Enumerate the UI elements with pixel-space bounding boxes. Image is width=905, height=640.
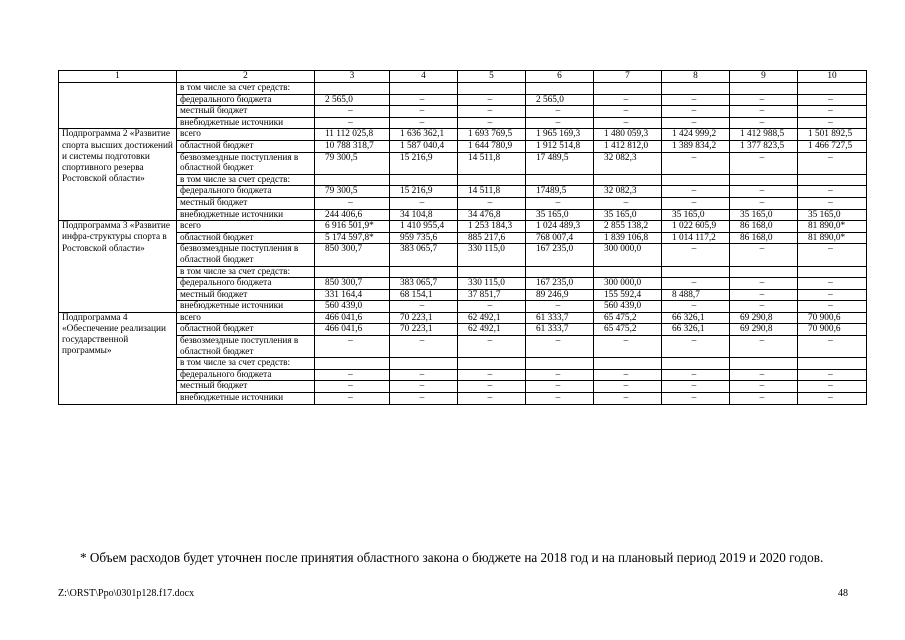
amount-cell: – [798, 117, 867, 129]
amount-cell: 70 223,1 [390, 324, 458, 336]
amount-cell: 32 082,3 [594, 152, 662, 174]
amount-cell: – [594, 381, 662, 393]
table-row [59, 209, 867, 221]
amount-cell: – [798, 369, 867, 381]
amount-cell [594, 266, 662, 278]
amount-cell: – [390, 94, 458, 106]
funding-source-label: местный бюджет [177, 197, 315, 209]
amount-cell: – [662, 106, 730, 118]
amount-cell: – [730, 94, 798, 106]
page-number: 48 [838, 588, 848, 599]
table-row [59, 336, 867, 358]
header-row [59, 71, 867, 83]
funding-source-label: внебюджетные источники [177, 301, 315, 313]
funding-source-label: безвозмездные поступления в областной бюджет [177, 152, 315, 174]
subprogram-name: Подпрограмма 3 «Развитие инфра-структуры спорта в Ростовской области» [59, 221, 177, 313]
amount-cell: 1 424 999,2 [662, 129, 730, 141]
funding-source-label: в том числе за счет средств: [177, 358, 315, 370]
amount-cell [458, 266, 526, 278]
amount-cell [662, 83, 730, 95]
amount-cell: – [594, 393, 662, 405]
amount-cell: 35 165,0 [594, 209, 662, 221]
amount-cell: – [526, 393, 594, 405]
amount-cell: 850 300,7 [315, 278, 390, 290]
amount-cell: – [798, 393, 867, 405]
amount-cell: 81 890,0* [798, 221, 867, 233]
amount-cell: 62 492,1 [458, 324, 526, 336]
amount-cell: 768 007,4 [526, 232, 594, 244]
amount-cell [662, 174, 730, 186]
amount-cell: 1 644 780,9 [458, 140, 526, 152]
funding-source-label: местный бюджет [177, 381, 315, 393]
amount-cell: – [730, 106, 798, 118]
amount-cell: – [526, 301, 594, 313]
amount-cell: – [390, 369, 458, 381]
column-header: 6 [526, 71, 594, 83]
amount-cell: – [315, 381, 390, 393]
amount-cell: – [315, 369, 390, 381]
table-row [59, 381, 867, 393]
amount-cell: – [730, 117, 798, 129]
amount-cell [798, 358, 867, 370]
amount-cell: – [315, 106, 390, 118]
amount-cell [315, 83, 390, 95]
amount-cell [662, 266, 730, 278]
amount-cell: 66 326,1 [662, 324, 730, 336]
amount-cell: – [315, 197, 390, 209]
amount-cell: – [662, 381, 730, 393]
amount-cell: 5 174 597,8* [315, 232, 390, 244]
amount-cell [458, 174, 526, 186]
amount-cell: – [662, 369, 730, 381]
amount-cell: 6 916 501,9* [315, 221, 390, 233]
funding-source-label: в том числе за счет средств: [177, 266, 315, 278]
funding-source-label: местный бюджет [177, 106, 315, 118]
amount-cell: – [798, 197, 867, 209]
table-row [59, 289, 867, 301]
amount-cell: 1 480 059,3 [594, 129, 662, 141]
column-header: 9 [730, 71, 798, 83]
funding-source-label: в том числе за счет средств: [177, 174, 315, 186]
amount-cell: 61 333,7 [526, 312, 594, 324]
column-header: 7 [594, 71, 662, 83]
amount-cell: – [798, 301, 867, 313]
amount-cell: 850 300,7 [315, 244, 390, 266]
amount-cell: 65 475,2 [594, 324, 662, 336]
amount-cell: 17489,5 [526, 186, 594, 198]
amount-cell: 17 489,5 [526, 152, 594, 174]
amount-cell: 1 024 489,3 [526, 221, 594, 233]
amount-cell: – [390, 117, 458, 129]
table-row [59, 186, 867, 198]
amount-cell: – [662, 94, 730, 106]
amount-cell: – [526, 336, 594, 358]
funding-source-label: внебюджетные источники [177, 209, 315, 221]
amount-cell: – [662, 393, 730, 405]
amount-cell: 11 112 025,8 [315, 129, 390, 141]
funding-source-label: безвозмездные поступления в областной бюджет [177, 336, 315, 358]
amount-cell [526, 174, 594, 186]
funding-source-label: областной бюджет [177, 324, 315, 336]
amount-cell: 35 165,0 [730, 209, 798, 221]
amount-cell: – [730, 152, 798, 174]
amount-cell: 167 235,0 [526, 278, 594, 290]
funding-source-label: в том числе за счет средств: [177, 83, 315, 95]
subprogram-name: Подпрограмма 4 «Обеспечение реализации государственной программы» [59, 312, 177, 404]
funding-source-label: всего [177, 312, 315, 324]
amount-cell: 560 439,0 [594, 301, 662, 313]
table-row [59, 393, 867, 405]
amount-cell: – [798, 94, 867, 106]
amount-cell: – [458, 336, 526, 358]
amount-cell: 10 788 318,7 [315, 140, 390, 152]
amount-cell: 330 115,0 [458, 244, 526, 266]
amount-cell: – [594, 197, 662, 209]
amount-cell [526, 358, 594, 370]
amount-cell: 244 406,6 [315, 209, 390, 221]
amount-cell: 1 912 514,8 [526, 140, 594, 152]
amount-cell: 155 592,4 [594, 289, 662, 301]
amount-cell: 2 565,0 [315, 94, 390, 106]
amount-cell: – [730, 278, 798, 290]
amount-cell: – [798, 106, 867, 118]
amount-cell: 167 235,0 [526, 244, 594, 266]
amount-cell: 1 693 769,5 [458, 129, 526, 141]
amount-cell: 14 511,8 [458, 186, 526, 198]
amount-cell: – [798, 289, 867, 301]
funding-source-label: федерального бюджета [177, 94, 315, 106]
amount-cell: – [730, 289, 798, 301]
amount-cell: 15 216,9 [390, 186, 458, 198]
amount-cell: – [798, 336, 867, 358]
amount-cell: – [526, 369, 594, 381]
table-row [59, 197, 867, 209]
amount-cell [730, 174, 798, 186]
amount-cell: 300 000,0 [594, 278, 662, 290]
amount-cell: 35 165,0 [798, 209, 867, 221]
amount-cell: 885 217,6 [458, 232, 526, 244]
amount-cell: 34 476,8 [458, 209, 526, 221]
amount-cell: – [390, 106, 458, 118]
column-header: 5 [458, 71, 526, 83]
amount-cell: 86 168,0 [730, 232, 798, 244]
amount-cell: – [526, 381, 594, 393]
amount-cell: – [662, 186, 730, 198]
amount-cell [315, 358, 390, 370]
amount-cell: 37 851,7 [458, 289, 526, 301]
amount-cell: 69 290,8 [730, 312, 798, 324]
amount-cell: 331 164,4 [315, 289, 390, 301]
amount-cell: 35 165,0 [662, 209, 730, 221]
amount-cell: – [662, 197, 730, 209]
amount-cell: – [526, 106, 594, 118]
amount-cell: 1 839 106,8 [594, 232, 662, 244]
amount-cell [798, 83, 867, 95]
table-row [59, 221, 867, 233]
amount-cell: – [730, 186, 798, 198]
table-row [59, 358, 867, 370]
amount-cell: – [315, 336, 390, 358]
amount-cell: – [730, 369, 798, 381]
amount-cell: – [730, 197, 798, 209]
amount-cell: – [458, 94, 526, 106]
amount-cell [458, 83, 526, 95]
column-header: 10 [798, 71, 867, 83]
amount-cell: – [458, 393, 526, 405]
amount-cell: 560 439,0 [315, 301, 390, 313]
footer-file-path: Z:\ORST\Ppo\0301p128.f17.docx [58, 588, 195, 599]
column-header: 1 [59, 71, 177, 83]
footnote: * Объем расходов будет уточнен после принятия областного закона о бюджете на 2018 год и на плановый период 2019 и 2020 годов. [80, 550, 824, 565]
amount-cell: – [594, 369, 662, 381]
amount-cell: – [662, 278, 730, 290]
amount-cell [458, 358, 526, 370]
amount-cell [315, 266, 390, 278]
table-row [59, 278, 867, 290]
amount-cell: 70 223,1 [390, 312, 458, 324]
amount-cell [315, 174, 390, 186]
amount-cell: – [662, 336, 730, 358]
amount-cell [390, 174, 458, 186]
funding-source-label: федерального бюджета [177, 369, 315, 381]
amount-cell [594, 358, 662, 370]
table-row [59, 174, 867, 186]
amount-cell: 1 466 727,5 [798, 140, 867, 152]
amount-cell: – [798, 278, 867, 290]
amount-cell: 2 565,0 [526, 94, 594, 106]
table-row [59, 94, 867, 106]
table-row [59, 232, 867, 244]
amount-cell: – [390, 197, 458, 209]
budget-table [58, 70, 867, 405]
amount-cell: 62 492,1 [458, 312, 526, 324]
column-header: 4 [390, 71, 458, 83]
amount-cell [594, 83, 662, 95]
amount-cell [730, 358, 798, 370]
amount-cell: 61 333,7 [526, 324, 594, 336]
amount-cell: – [798, 152, 867, 174]
amount-cell: – [594, 106, 662, 118]
amount-cell: – [458, 197, 526, 209]
amount-cell: – [526, 197, 594, 209]
column-header: 2 [177, 71, 315, 83]
amount-cell: 1 014 117,2 [662, 232, 730, 244]
amount-cell: – [730, 244, 798, 266]
table-row [59, 244, 867, 266]
column-header: 3 [315, 71, 390, 83]
amount-cell [526, 83, 594, 95]
amount-cell: 1 412 988,5 [730, 129, 798, 141]
amount-cell: – [458, 301, 526, 313]
amount-cell: 1 965 169,3 [526, 129, 594, 141]
amount-cell: 89 246,9 [526, 289, 594, 301]
amount-cell: 1 389 834,2 [662, 140, 730, 152]
amount-cell: – [730, 301, 798, 313]
amount-cell: – [458, 369, 526, 381]
funding-source-label: всего [177, 221, 315, 233]
amount-cell: – [730, 393, 798, 405]
amount-cell: – [458, 106, 526, 118]
column-header: 8 [662, 71, 730, 83]
amount-cell: – [315, 117, 390, 129]
amount-cell: – [662, 244, 730, 266]
amount-cell: 2 855 138,2 [594, 221, 662, 233]
amount-cell [730, 83, 798, 95]
table-row [59, 106, 867, 118]
amount-cell [730, 266, 798, 278]
amount-cell: – [730, 336, 798, 358]
amount-cell: – [390, 381, 458, 393]
table-row [59, 117, 867, 129]
amount-cell: 1 410 955,4 [390, 221, 458, 233]
amount-cell: 79 300,5 [315, 152, 390, 174]
amount-cell [390, 83, 458, 95]
table-row [59, 83, 867, 95]
funding-source-label: федерального бюджета [177, 278, 315, 290]
amount-cell [798, 174, 867, 186]
amount-cell: 300 000,0 [594, 244, 662, 266]
table-row [59, 369, 867, 381]
amount-cell: 1 412 812,0 [594, 140, 662, 152]
amount-cell: – [798, 244, 867, 266]
table-row [59, 301, 867, 313]
amount-cell: – [458, 381, 526, 393]
amount-cell: 1 587 040,4 [390, 140, 458, 152]
amount-cell: – [390, 336, 458, 358]
amount-cell: 466 041,6 [315, 324, 390, 336]
amount-cell: 32 082,3 [594, 186, 662, 198]
amount-cell: 8 488,7 [662, 289, 730, 301]
subprogram-name: Подпрограмма 2 «Развитие спорта высших достижений и системы подготовки спортивного резерва Ростовской области» [59, 129, 177, 221]
funding-source-label: внебюджетные источники [177, 117, 315, 129]
amount-cell: 35 165,0 [526, 209, 594, 221]
amount-cell: – [730, 381, 798, 393]
amount-cell: – [662, 117, 730, 129]
amount-cell: – [594, 336, 662, 358]
amount-cell: – [458, 117, 526, 129]
amount-cell: 466 041,6 [315, 312, 390, 324]
amount-cell: – [662, 301, 730, 313]
subprogram-name [59, 83, 177, 129]
amount-cell: 1 636 362,1 [390, 129, 458, 141]
amount-cell: 68 154,1 [390, 289, 458, 301]
amount-cell [390, 266, 458, 278]
table-row [59, 266, 867, 278]
amount-cell: 1 501 892,5 [798, 129, 867, 141]
amount-cell: 383 065,7 [390, 278, 458, 290]
funding-source-label: областной бюджет [177, 232, 315, 244]
table-row [59, 324, 867, 336]
table-row [59, 152, 867, 174]
amount-cell: – [798, 381, 867, 393]
amount-cell: 15 216,9 [390, 152, 458, 174]
amount-cell: – [798, 186, 867, 198]
amount-cell: 959 735,6 [390, 232, 458, 244]
amount-cell [526, 266, 594, 278]
amount-cell: 1 377 823,5 [730, 140, 798, 152]
amount-cell [594, 174, 662, 186]
amount-cell: 330 115,0 [458, 278, 526, 290]
funding-source-label: областной бюджет [177, 140, 315, 152]
amount-cell [390, 358, 458, 370]
funding-source-label: внебюджетные источники [177, 393, 315, 405]
amount-cell: – [526, 117, 594, 129]
amount-cell: 66 326,1 [662, 312, 730, 324]
amount-cell [798, 266, 867, 278]
amount-cell: 69 290,8 [730, 324, 798, 336]
amount-cell: – [594, 117, 662, 129]
amount-cell: 65 475,2 [594, 312, 662, 324]
funding-source-label: всего [177, 129, 315, 141]
table-row [59, 129, 867, 141]
amount-cell: – [662, 152, 730, 174]
funding-source-label: федерального бюджета [177, 186, 315, 198]
amount-cell: – [390, 393, 458, 405]
amount-cell: 70 900,6 [798, 324, 867, 336]
amount-cell: – [315, 393, 390, 405]
funding-source-label: безвозмездные поступления в областной бюджет [177, 244, 315, 266]
amount-cell: – [594, 94, 662, 106]
amount-cell: 70 900,6 [798, 312, 867, 324]
amount-cell: 1 253 184,3 [458, 221, 526, 233]
amount-cell: 1 022 605,9 [662, 221, 730, 233]
amount-cell: 383 065,7 [390, 244, 458, 266]
amount-cell: 34 104,8 [390, 209, 458, 221]
amount-cell: – [390, 301, 458, 313]
table-row [59, 312, 867, 324]
funding-source-label: местный бюджет [177, 289, 315, 301]
amount-cell: 79 300,5 [315, 186, 390, 198]
amount-cell: 86 168,0 [730, 221, 798, 233]
amount-cell [662, 358, 730, 370]
amount-cell: 14 511,8 [458, 152, 526, 174]
amount-cell: 81 890,0* [798, 232, 867, 244]
table-row [59, 140, 867, 152]
